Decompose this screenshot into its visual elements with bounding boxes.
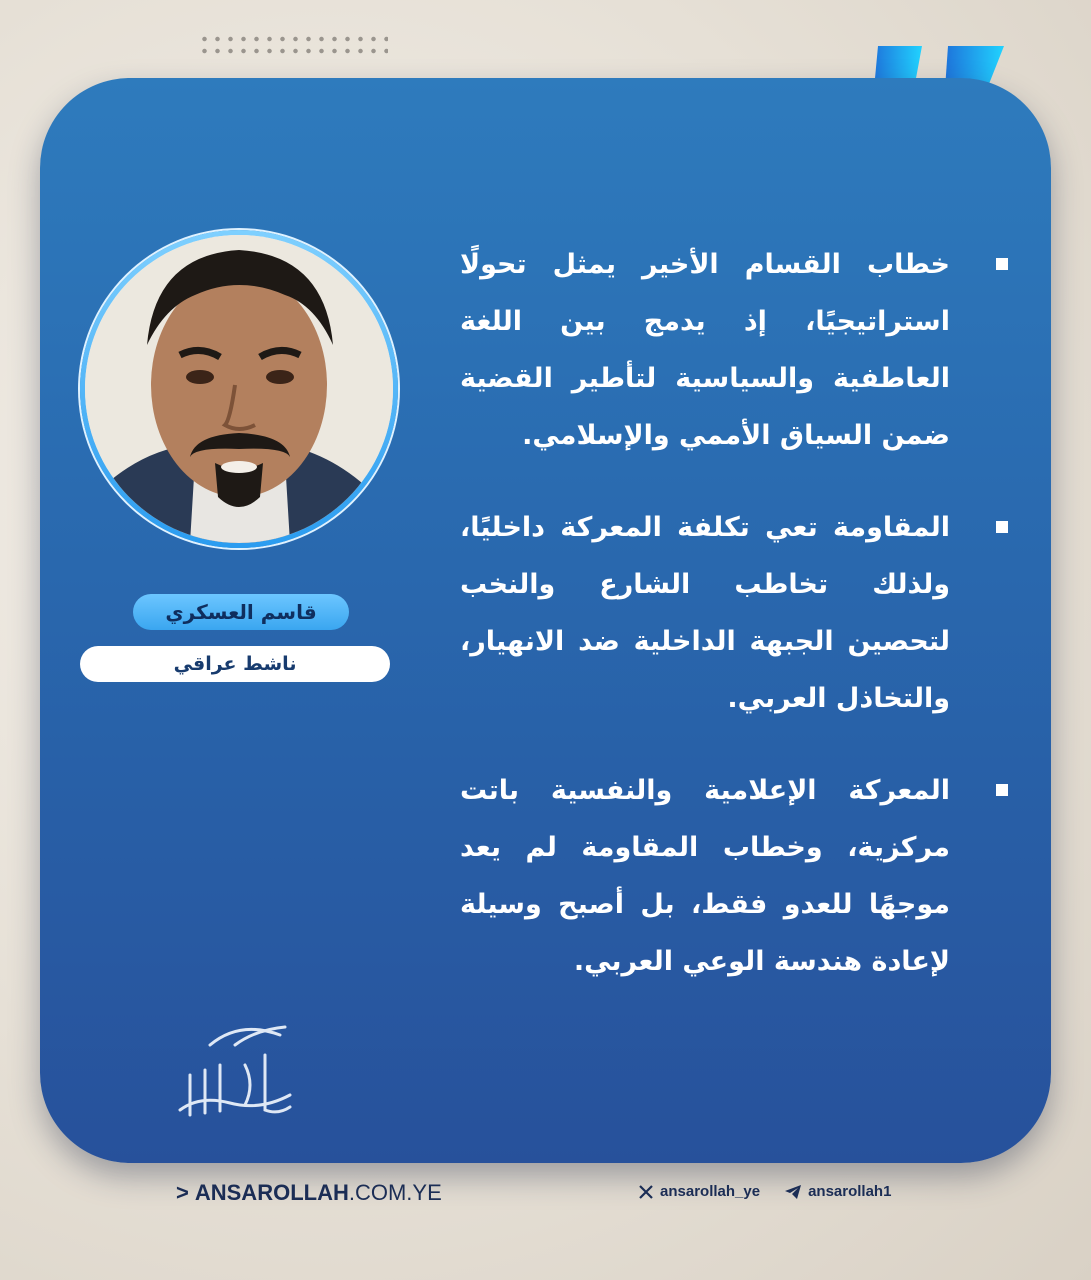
site-brand: ANSAROLLAH [194, 1180, 349, 1205]
profile-photo [85, 235, 393, 543]
x-handle[interactable]: ansarollah_ye [660, 1183, 761, 1200]
portrait-illustration [85, 235, 393, 543]
arrow-icon: > [176, 1180, 189, 1205]
decorative-dots [198, 33, 388, 57]
quote-list [460, 236, 1012, 1025]
quote-item: خطاب القسام الأخير يمثل تحولًا استراتيجيًا، إذ يدمج بين اللغة العاطفية والسياسية لتأطير القضية ضمن السياق الأممي والإسلامي. [460, 236, 1012, 464]
website-link[interactable] [176, 1180, 442, 1206]
telegram-icon[interactable] [784, 1184, 802, 1200]
site-suffix: .COM.YE [348, 1180, 442, 1205]
profile-photo-frame [80, 230, 398, 548]
quote-item: المقاومة تعي تكلفة المعركة داخليًا، ولذلك تخاطب الشارع والنخب لتحصين الجبهة الداخلية ضد الانهيار، والتخاذل العربي. [460, 499, 1012, 727]
ansarollah-logo [160, 1015, 310, 1125]
telegram-handle[interactable]: ansarollah1 [808, 1183, 892, 1200]
role-badge: ناشط عراقي [80, 646, 390, 682]
x-icon[interactable] [638, 1184, 654, 1200]
social-handles [638, 1183, 891, 1200]
svg-text:أنصار الله: أنصار الله [235, 1085, 239, 1086]
name-badge: قاسم العسكري [133, 594, 349, 630]
quote-item: المعركة الإعلامية والنفسية باتت مركزية، وخطاب المقاومة لم يعد موجهًا للعدو فقط، بل أصبح وسيلة لإعادة هندسة الوعي العربي. [460, 762, 1012, 990]
